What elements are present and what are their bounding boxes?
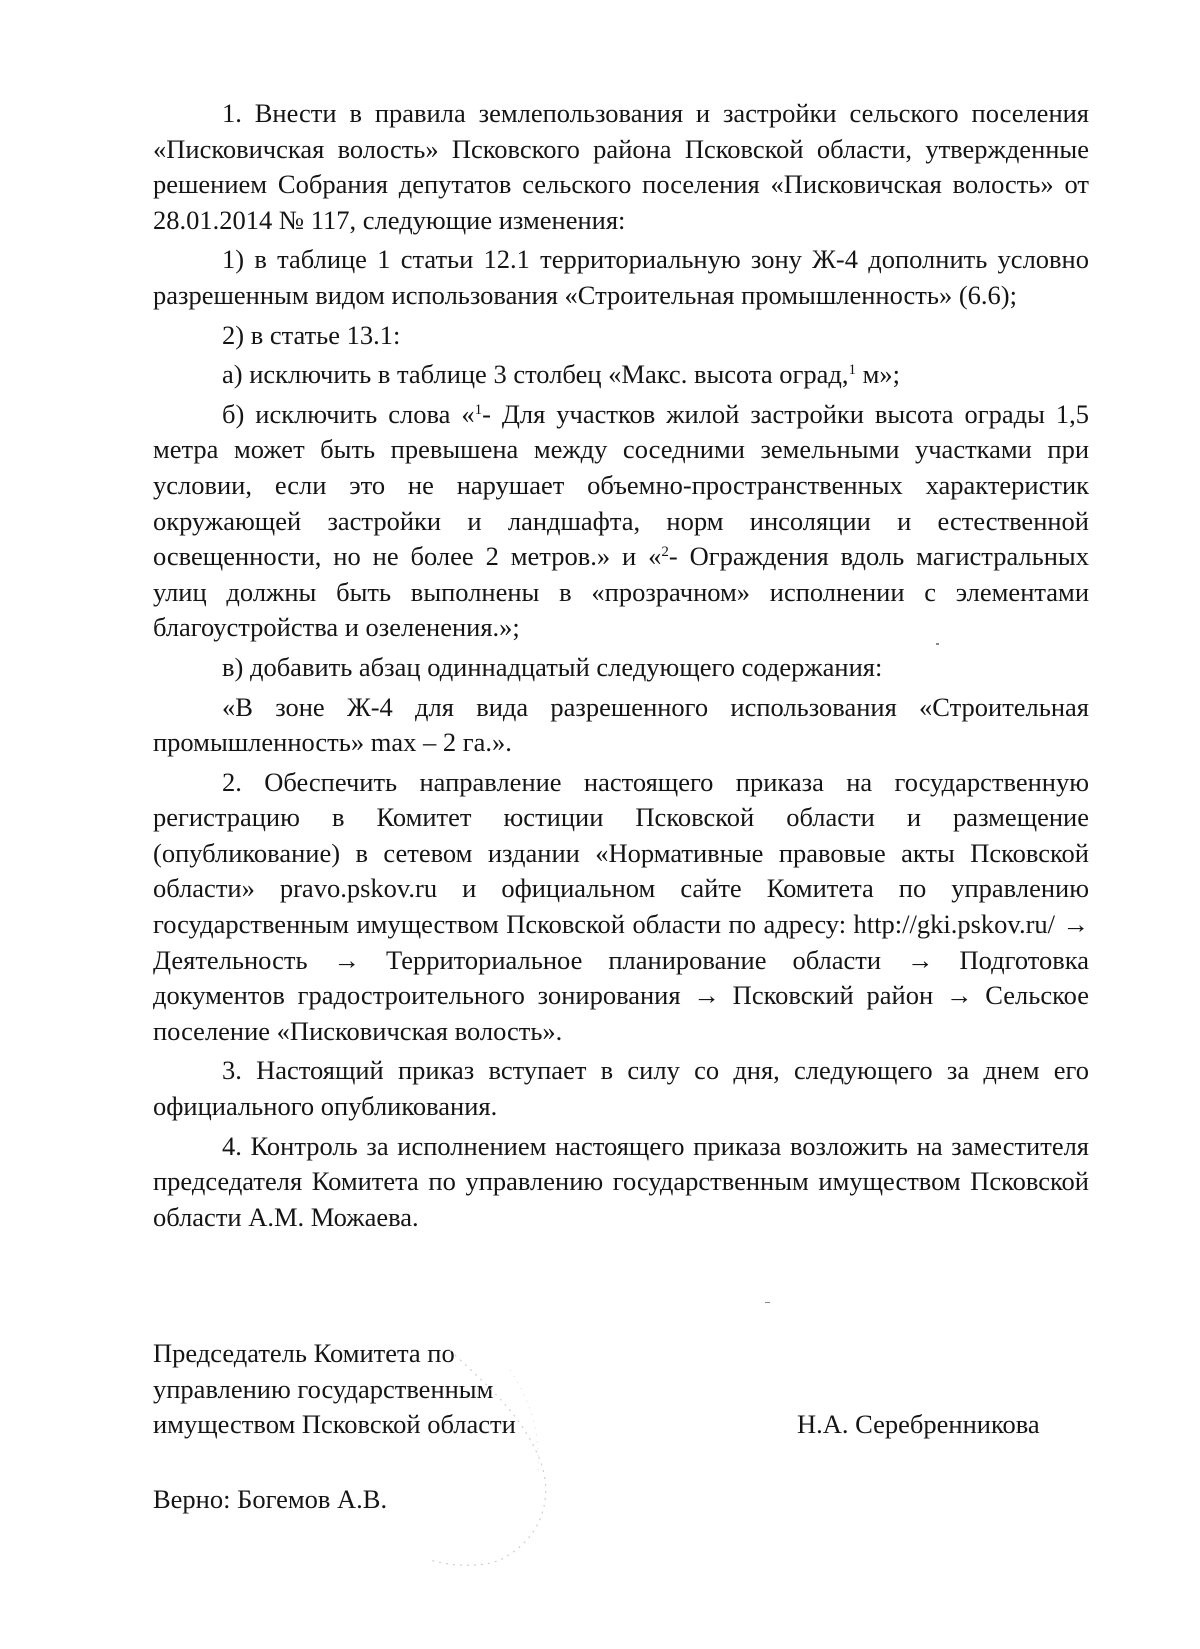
paragraph-1-2-b-tail: - Ограждения вдоль магистральных улиц должны быть выполнены в «прозрачном» исполнении с элементами благоустройства и озеленения.»;: [153, 541, 1089, 643]
paragraph-1-2-b: [153, 397, 1089, 646]
verification-note: Верно: Богемов А.В.: [153, 1484, 388, 1514]
paragraph-1-2-v-quote: «В зоне Ж-4 для вида разрешенного использования «Строительная промышленность» max – 2 га.».: [153, 691, 1089, 758]
footnote-mark-2: 2: [661, 544, 669, 561]
paragraph-1: 1. Внести в правила землепользования и застройки сельского поселения «Писковичская волость» Псковского района Псковской области, утвержденные решением Собрания депутатов сельского поселения «Писковичская волость» от 28.01.2014 № 117, следующие изменения:: [153, 98, 1089, 235]
footnote-mark-1: 1: [848, 362, 856, 379]
footnote-mark-1b: 1: [474, 401, 483, 418]
signatory-position-line-1: Председатель Комитета по: [153, 1338, 455, 1368]
signatory-name: Н.А. Серебренникова: [797, 1409, 1040, 1439]
paragraph-1-2-a-text: а) исключить в таблице 3 столбец «Макс. высота оград,: [222, 359, 849, 390]
signatory-position-line-3: имуществом Псковской области: [153, 1409, 516, 1440]
paragraph-4: 4. Контроль за исполнением настоящего приказа возложить на заместителя председателя Комитета по управлению государственным имуществом Псковской области А.М. Можаева.: [153, 1130, 1089, 1232]
scan-speck: [765, 1302, 770, 1303]
paragraph-1-2-a: [153, 357, 1089, 393]
paragraph-1-2-b-lead: б) исключить слова «: [222, 398, 475, 429]
signatory-position-line-2: управлению государственным: [153, 1373, 494, 1404]
paragraph-3: 3. Настоящий приказ вступает в силу со дня, следующего за днем его официального опубликования.: [153, 1055, 1089, 1122]
paragraph-1-2-b-text: - Для участков жилой застройки высота ограды 1,5 метра может быть превышена между соседними земельными участками при условии, если это не нарушает объемно-пространственных характеристик окружающей застройки и ландшафта, норм инсоляции и естественной освещенности, но не более 2 метров.» и «: [153, 398, 1089, 572]
paragraph-1-2: 2) в статье 13.1:: [222, 319, 401, 350]
paragraph-1-2-a-tail: м»;: [855, 359, 900, 390]
paragraph-1-2-v: в) добавить абзац одиннадцатый следующего содержания:: [222, 651, 883, 682]
document-body: [153, 96, 1089, 1235]
faint-stamp-trace: [390, 1340, 570, 1570]
paragraph-2: 2. Обеспечить направление настоящего приказа на государственную регистрацию в Комитет юстиции Псковской области и размещение (опубликование) в сетевом издании «Нормативные правовые акты Псковской области» pravo.pskov.ru и официальном сайте Комитета по управлению государственным имуществом Псковской области по адресу: http://gki.pskov.ru/ → Деятельность → Территориальное планирование области → Подготовка документов градостроительного зонирования → Псковский район → Сельское поселение «Писковичская волость».: [153, 766, 1089, 1046]
paragraph-1-1: 1) в таблице 1 статьи 12.1 территориальную зону Ж-4 дополнить условно разрешенным видом использования «Строительная промышленность» (6.6);: [153, 244, 1089, 310]
scan-speck: [936, 643, 939, 645]
